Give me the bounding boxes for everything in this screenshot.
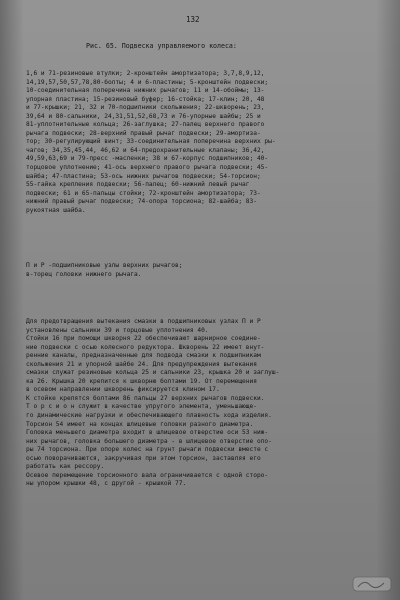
body-line: них рычагов, головка большего диаметра - в шлицевое отверстие опо-	[26, 437, 272, 445]
bearing-note	[26, 262, 182, 279]
legend-line: 10-соединительная поперечина нижних рычагов; 11 и 14-обоймы; 13-	[26, 87, 265, 95]
figure-caption: Рис. 65. Подвеска управляемого колеса:	[86, 42, 237, 50]
legend-line: упорная пластина; 15-резиновый буфер; 16-стойка; 17-клин; 20, 48	[26, 95, 265, 103]
body-line: Для предотвращения вытекания смазки в подшипниковых узлах П и Р	[26, 318, 261, 325]
body-line: Стойки 16 при помощи шкворня 22 обеспечивают шарнирное соедине-	[26, 335, 261, 343]
legend-line: шайба; 47-пластина; 53-ось нижних рычагов подвески; 54-торсион;	[26, 172, 261, 180]
body-line: смазки служат резиновые кольца 25 и сальники 23, крышка 20 и заглуш-	[26, 369, 280, 377]
body-line: ны упором крышки 48, с другой - крышкой 77.	[26, 480, 187, 488]
legend-line: 55-гайка крепления подвески; 56-палец; 60-нижний левый рычаг	[26, 181, 250, 189]
body-line: ка 26. Крышка 20 крепится к шкворню болтами 19. От перемещения	[26, 377, 257, 385]
body-line: ренние каналы, предназначенные для подвода смазки к подшипникам	[26, 352, 261, 360]
legend-line: 81-уплотнительные кольца; 26-заглушка; 27-палец верхнего правого	[26, 121, 265, 129]
legend-line: 39,64 и 80-сальники, 24,31,51,52,68,73 и 76-упорные шайбы; 25 и	[26, 112, 261, 120]
body-line: в осевом направлении шкворень фиксируется клином 17.	[26, 386, 220, 394]
body-line: установлены сальники 39 и торцовые уплотнения 40.	[26, 326, 209, 334]
body-line: скольжения 21 и упорной шайбе 24. Для предупреждения вытекания	[26, 360, 257, 368]
body-line: го динамические нагрузки и обеспечивающего плавность хода изделия.	[26, 412, 272, 420]
legend-line: тор; 30-регулирующий винт; 33-соединительная поперечина верхних ры-	[26, 138, 276, 146]
legend-line: подвески; 61 и 65-пальцы стойки; 72-кронштейн амортизатора; 73-	[26, 189, 261, 197]
legend-line: 1,6 и 71-резиновые втулки; 2-кронштейн амортизатора; 3,7,8,9,12,	[26, 70, 265, 77]
note-line: в-торец головки нижнего рычага.	[26, 270, 142, 278]
body-line: работать как рессору.	[26, 463, 105, 471]
body-line: К стойке крепятся болтами 86 пальцы 27 верхних рычагов подвески.	[26, 394, 265, 402]
library-stamp-icon	[352, 575, 392, 593]
body-text	[26, 318, 279, 489]
legend-line: чагов; 34,35,45,44, 46,62 и 64-предохранительные клапаны; 36,42,	[26, 146, 265, 154]
legend-line: рычага подвески; 28-верхний правый рычаг подвески; 29-амортиза-	[26, 129, 261, 137]
body-line: Головка меньшего диаметра входит в шлицевое отверстие оси 53 ниж-	[26, 429, 269, 437]
body-line: Т о р с и о н служит в качестве упругого элемента, уменьшающе-	[26, 403, 257, 411]
body-line: ры 74 торсиона. При опоре колес на грунт рычаги подвески вместе с	[26, 446, 269, 454]
legend-line: торцовое уплотнение; 41-ось верхнего правого рычага подвески; 45-	[26, 164, 269, 172]
legend-line: 14,19,57,50,57,78,80-болты; 4 и 6-пластины; 5-кронштейн подвески;	[26, 78, 269, 86]
legend-line: нижний правый рычаг подвески; 74-опора торсиона; 82-шайба; 83-	[26, 198, 257, 206]
note-line: П и Р -подшипниковые узлы верхних рычагов;	[26, 262, 183, 269]
body-line: Торсион 54 имеет на концах шлицевые головки разного диаметра.	[26, 420, 254, 428]
legend-line: рукоятная шайба.	[26, 206, 86, 214]
body-line: ние подвески с осью колесного редуктора. Шкворень 22 имеет внут-	[26, 343, 265, 351]
figure-legend	[26, 70, 276, 215]
page-number: 132	[186, 15, 200, 24]
body-line: Осевое перемещение торсионного вала ограничивается с одной сторо-	[26, 471, 269, 479]
body-line: осью поворачиваются, закручивая при этом торсион, заставляя его	[26, 454, 261, 462]
legend-line: и 77-крышки; 21, 32 и 70-подшипники скольжения; 22-шкворень; 23,	[26, 104, 265, 112]
legend-line: 49,59,63,69 и 79-пресс -масленки; 38 и 67-корпус подшипников; 40-	[26, 155, 269, 163]
